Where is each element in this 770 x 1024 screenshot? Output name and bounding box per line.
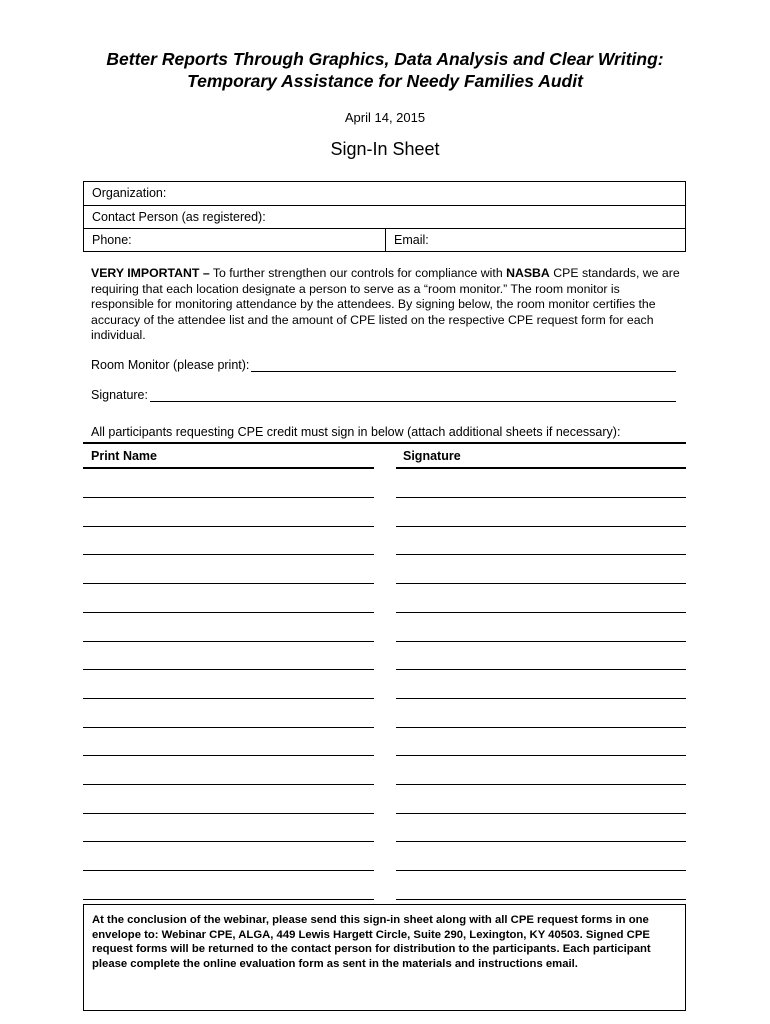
print-name-line[interactable] — [83, 583, 374, 584]
signature-line[interactable] — [396, 641, 686, 642]
signature-line[interactable] — [396, 554, 686, 555]
print-name-line[interactable] — [83, 784, 374, 785]
print-name-line[interactable] — [83, 698, 374, 699]
document-date: April 14, 2015 — [344, 110, 426, 125]
print-name-line[interactable] — [83, 669, 374, 670]
print-name-line[interactable] — [83, 899, 374, 900]
signature-line[interactable] — [396, 784, 686, 785]
print-name-header-rule — [83, 467, 374, 469]
contact-info-table — [83, 181, 686, 252]
room-monitor-field — [91, 358, 676, 372]
important-notice — [91, 266, 681, 344]
signature-line[interactable] — [396, 526, 686, 527]
phone-field[interactable]: Phone: — [84, 229, 386, 251]
print-name-line[interactable] — [83, 755, 374, 756]
important-lead: VERY IMPORTANT – — [91, 266, 210, 280]
email-field[interactable]: Email: — [394, 233, 429, 247]
print-name-header: Print Name — [91, 449, 157, 463]
print-name-line[interactable] — [83, 497, 374, 498]
signature-line[interactable] — [396, 698, 686, 699]
nasba-label: NASBA — [506, 266, 550, 280]
room-monitor-input-line[interactable] — [251, 360, 676, 372]
signature-header-rule — [396, 467, 686, 469]
signature-label: Signature: — [91, 388, 148, 402]
room-monitor-label: Room Monitor (please print): — [91, 358, 250, 372]
contact-row — [84, 205, 685, 228]
signature-line[interactable] — [396, 612, 686, 613]
phone-email-row — [84, 228, 685, 251]
organization-row — [84, 182, 685, 205]
signature-line[interactable] — [396, 727, 686, 728]
signature-line[interactable] — [396, 583, 686, 584]
title-line-1: Better Reports Through Graphics, Data Analysis and Clear Writing: — [106, 49, 664, 69]
room-monitor-signature-field — [91, 388, 676, 402]
signature-line[interactable] — [396, 669, 686, 670]
print-name-line[interactable] — [83, 554, 374, 555]
signature-line[interactable] — [396, 813, 686, 814]
signature-line[interactable] — [396, 755, 686, 756]
organization-field[interactable]: Organization: — [92, 186, 167, 200]
contact-person-field[interactable]: Contact Person (as registered): — [92, 210, 266, 224]
signature-input-line[interactable] — [150, 390, 676, 402]
print-name-line[interactable] — [83, 870, 374, 871]
signature-line[interactable] — [396, 899, 686, 900]
signature-line[interactable] — [396, 497, 686, 498]
instructions-box: At the conclusion of the webinar, please send this sign-in sheet along with all CPE request forms in one envelope to: Webinar CPE, ALGA, 449 Lewis Hargett Circle, Suite 290, Lexington, KY 40503. Signed CPE request forms will be returned to the contact person for distribution to the participants. Each participant please complete the online evaluation form as sent in the materials and instructions email. — [83, 904, 686, 1011]
print-name-line[interactable] — [83, 612, 374, 613]
sign-in-top-rule — [83, 442, 686, 444]
important-text-2: CPE standards, we are requiring that each location designate a person to serve as a “room monitor.” The room monitor is responsible for monitoring attendance by the attendees. By signing below, the room monitor certifies the accuracy of the attendee list and the amount of CPE listed on the respective CPE request form for each individual. — [91, 266, 680, 342]
print-name-line[interactable] — [83, 813, 374, 814]
participants-note: All participants requesting CPE credit must sign in below (attach additional sheets if necessary): — [91, 425, 621, 439]
print-name-line[interactable] — [83, 526, 374, 527]
title-line-2: Temporary Assistance for Needy Families Audit — [187, 71, 583, 91]
signature-header: Signature — [403, 449, 461, 463]
document-subtitle: Sign-In Sheet — [330, 139, 440, 159]
print-name-line[interactable] — [83, 841, 374, 842]
signature-line[interactable] — [396, 870, 686, 871]
document-title — [60, 48, 710, 92]
print-name-line[interactable] — [83, 641, 374, 642]
important-text-1: To further strengthen our controls for compliance with — [209, 266, 507, 280]
print-name-line[interactable] — [83, 727, 374, 728]
signature-line[interactable] — [396, 841, 686, 842]
